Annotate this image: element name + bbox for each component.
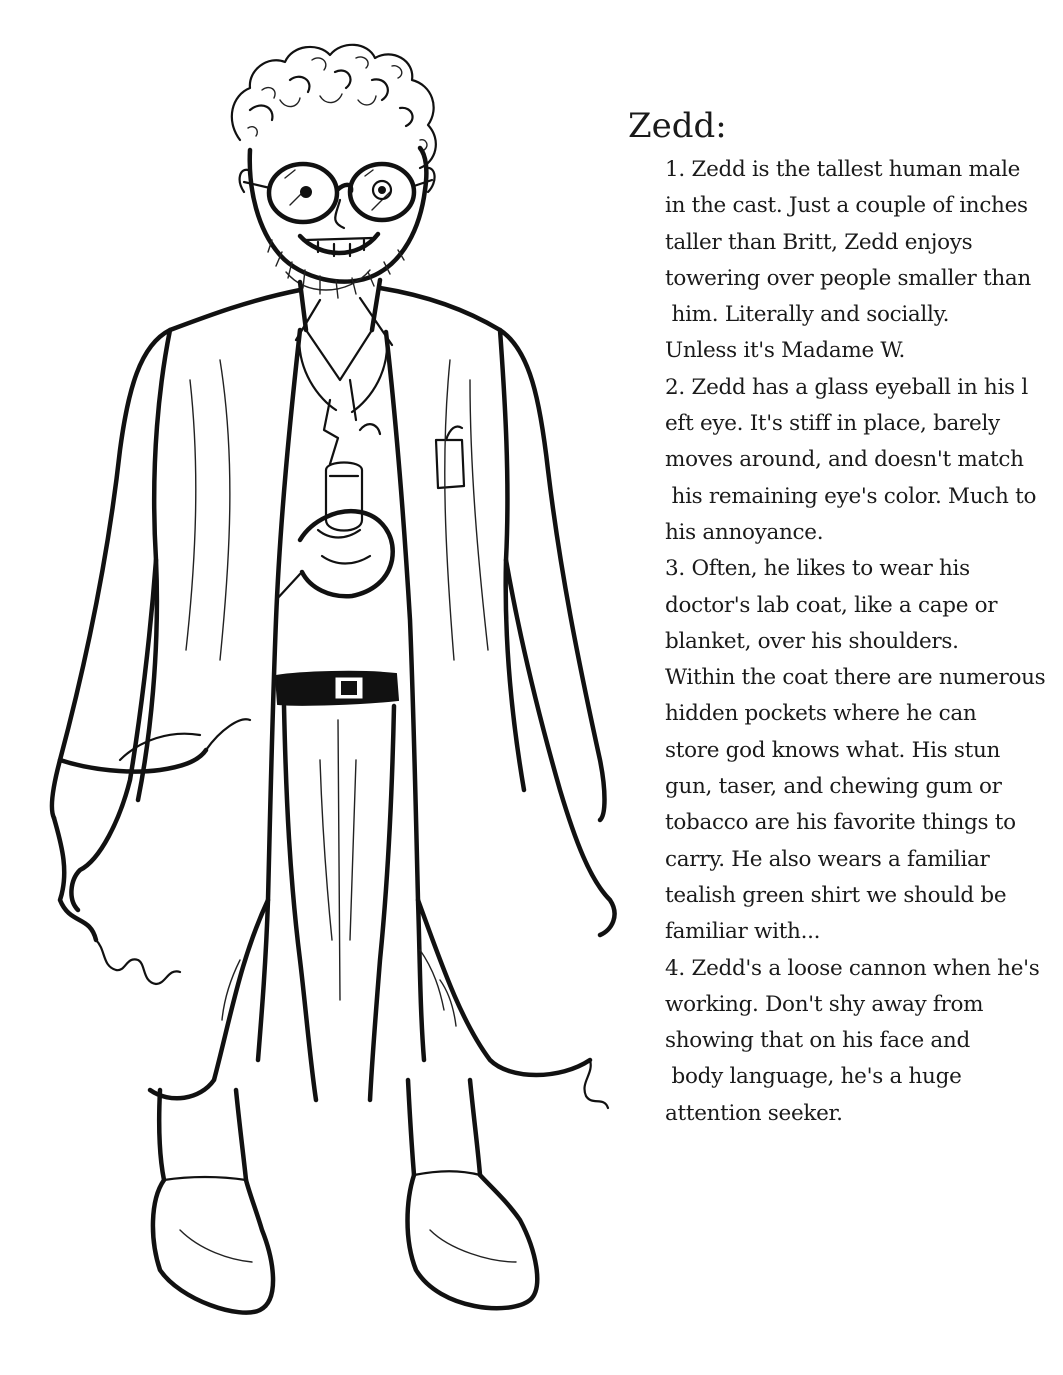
description-line: taller than Britt, Zedd enjoys bbox=[665, 229, 973, 255]
description-line: in the cast. Just a couple of inches bbox=[665, 193, 1028, 219]
description-line: his annoyance. bbox=[665, 519, 824, 545]
eye-icon bbox=[301, 187, 311, 197]
description-line: 1. Zedd is the tallest human male bbox=[665, 157, 1021, 182]
description-line: moves around, and doesn't match bbox=[665, 447, 1024, 473]
description-line: 4. Zedd's a loose cannon when he's bbox=[665, 955, 1040, 981]
description-line: eft eye. It's stiff in place, barely bbox=[665, 411, 1000, 437]
description-line: tobacco are his favorite things to bbox=[665, 810, 1016, 836]
description-line: tealish green shirt we should be bbox=[665, 882, 1007, 908]
glasses bbox=[244, 164, 432, 222]
description-line: doctor's lab coat, like a cape or bbox=[665, 592, 998, 618]
description-line: store god knows what. His stun bbox=[665, 737, 1001, 763]
description-line: 3. Often, he likes to wear his bbox=[665, 556, 970, 582]
description-line: body language, he's a huge bbox=[665, 1064, 962, 1090]
legs-and-boots bbox=[153, 1080, 537, 1313]
flask-icon bbox=[326, 463, 362, 531]
description-line: blanket, over his shoulders. bbox=[665, 628, 959, 654]
belt bbox=[276, 672, 398, 705]
description-line: him. Literally and socially. bbox=[665, 302, 950, 328]
face bbox=[240, 148, 435, 298]
character-notes bbox=[628, 104, 1053, 1132]
description-line: 2. Zedd has a glass eyeball in his l bbox=[665, 374, 1028, 400]
description-line: attention seeker. bbox=[665, 1100, 843, 1126]
curly-hair bbox=[232, 45, 436, 168]
description-line: carry. He also wears a familiar bbox=[665, 846, 990, 872]
description-line: familiar with... bbox=[665, 919, 821, 945]
description-line: showing that on his face and bbox=[665, 1028, 970, 1054]
description-line: gun, taser, and chewing gum or bbox=[665, 774, 1002, 800]
character-description bbox=[628, 152, 1053, 1132]
coat-pocket bbox=[436, 440, 464, 488]
pants bbox=[284, 706, 394, 1100]
description-line: Unless it's Madame W. bbox=[665, 338, 905, 364]
description-line: his remaining eye's color. Much to bbox=[665, 483, 1037, 509]
description-line: towering over people smaller than bbox=[665, 265, 1031, 291]
description-line: Within the coat there are numerous bbox=[665, 665, 1046, 691]
description-line: working. Don't shy away from bbox=[665, 991, 984, 1017]
character-name: Zedd: bbox=[628, 106, 727, 146]
description-line: hidden pockets where he can bbox=[665, 701, 977, 727]
